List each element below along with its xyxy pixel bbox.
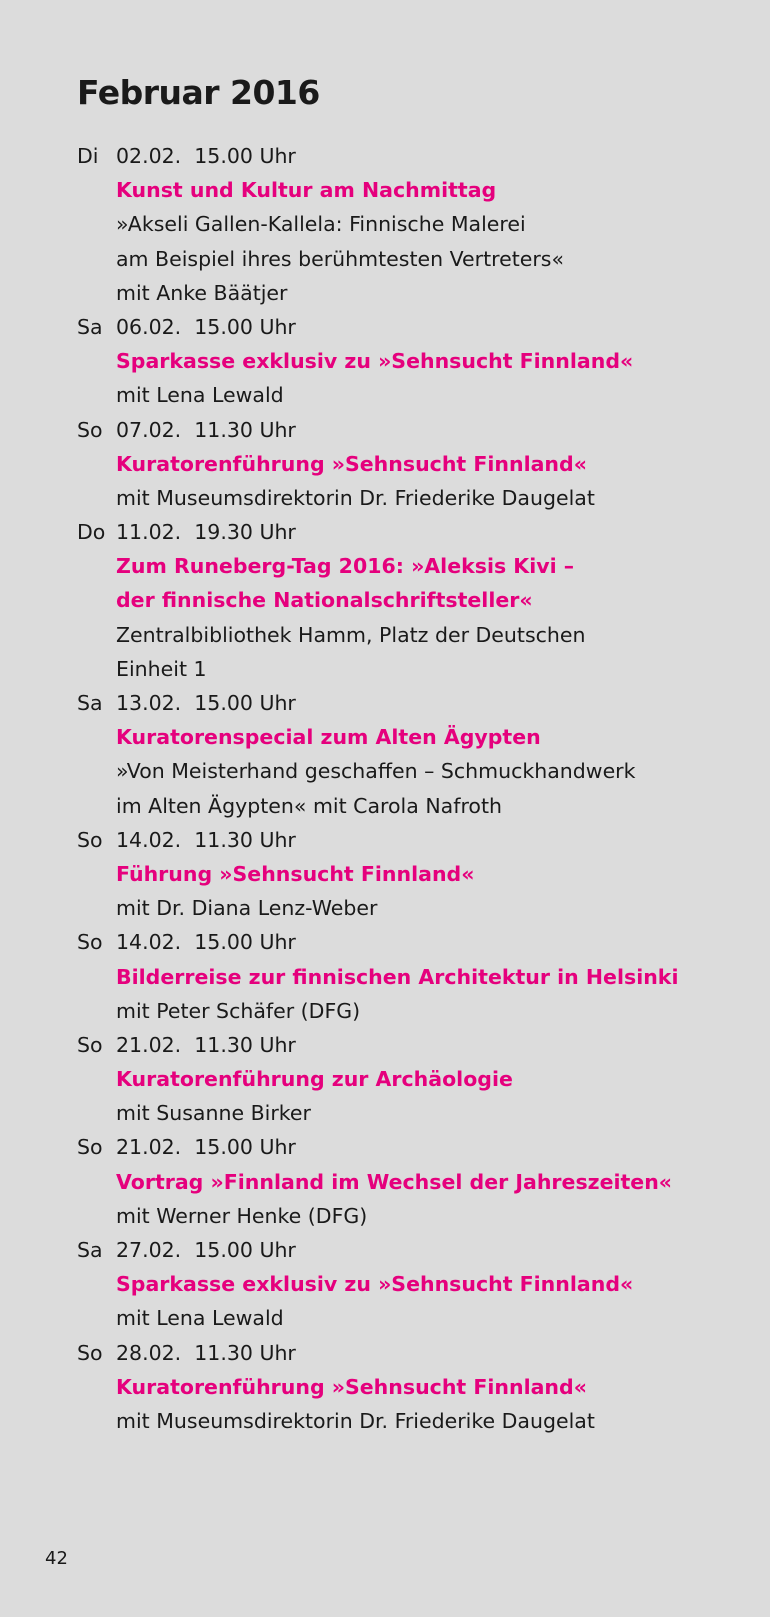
event-title: Kuratorenführung »Sehnsucht Finnland« [116,451,587,476]
event-weekday: Sa [77,314,103,339]
event-detail: mit Werner Henke (DFG) [116,1203,368,1228]
event-title: Bilderreise zur finnischen Architektur in Helsinki [116,964,679,989]
event-date-line [77,1028,757,1062]
event-title: Kuratorenspecial zum Alten Ägypten [116,725,541,750]
event-item [77,686,757,823]
event-datetime: 21.02. 11.30 Uhr [116,1032,296,1057]
event-datetime: 28.02. 11.30 Uhr [116,1340,296,1365]
event-title: Sparkasse exklusiv zu »Sehnsucht Finnland« [116,1272,634,1297]
event-weekday: So [77,1135,103,1160]
event-datetime: 14.02. 11.30 Uhr [116,827,296,852]
event-item [77,823,757,926]
event-date-line [77,515,757,549]
event-date-line [77,310,757,344]
event-title: Kunst und Kultur am Nachmittag [116,178,497,203]
event-datetime: 06.02. 15.00 Uhr [116,314,296,339]
event-weekday: Sa [77,691,103,715]
event-date-line [77,686,757,720]
event-item [77,1336,757,1439]
event-weekday: So [77,827,103,852]
event-datetime: 11.02. 19.30 Uhr [116,520,296,545]
event-item [77,1130,757,1233]
event-date-line [77,1336,757,1370]
event-detail: mit Susanne Birker [116,1101,311,1126]
event-detail: mit Museumsdirektorin Dr. Friederike Daugelat [116,485,595,510]
event-weekday: Sa [77,1238,103,1262]
event-title: Sparkasse exklusiv zu »Sehnsucht Finnland« [116,349,634,374]
event-detail: mit Peter Schäfer (DFG) [116,998,361,1023]
event-date-line [77,1130,757,1164]
event-datetime: 07.02. 11.30 Uhr [116,417,296,442]
event-detail: am Beispiel ihres berühmtesten Vertreters« [116,246,565,271]
event-title: der finnische Nationalschriftsteller« [116,588,533,613]
event-weekday: So [77,417,103,442]
event-detail: mit Museumsdirektorin Dr. Friederike Daugelat [116,1408,595,1433]
event-item [77,925,757,1028]
event-weekday: Di [77,144,99,168]
event-title: Kuratorenführung zur Archäologie [116,1067,513,1092]
event-detail: mit Anke Bäätjer [116,280,288,305]
event-datetime: 13.02. 15.00 Uhr [116,691,296,715]
event-item [77,1233,757,1336]
event-weekday: So [77,1340,103,1365]
event-title: Kuratorenführung »Sehnsucht Finnland« [116,1374,587,1399]
event-detail: »Von Meisterhand geschaffen – Schmuckhandwerk [116,759,636,784]
event-detail: im Alten Ägypten« mit Carola Nafroth [116,793,502,818]
event-weekday: Do [77,520,106,545]
page-title: Februar 2016 [77,73,320,112]
event-item [77,310,757,413]
event-date-line [77,823,757,857]
event-detail: mit Dr. Diana Lenz-Weber [116,896,378,921]
event-detail: Einheit 1 [116,656,207,681]
event-item [77,1028,757,1131]
event-detail: Zentralbibliothek Hamm, Platz der Deutschen [116,622,586,647]
event-detail: mit Lena Lewald [116,1306,284,1331]
event-date-line [77,413,757,447]
event-date-line [77,1233,757,1267]
event-detail: »Akseli Gallen-Kallela: Finnische Malerei [116,212,526,237]
event-item [77,515,757,686]
event-weekday: So [77,930,103,955]
event-datetime: 27.02. 15.00 Uhr [116,1238,296,1262]
event-date-line [77,139,757,173]
event-date-line [77,925,757,959]
event-item [77,413,757,516]
event-list [77,139,757,1438]
event-title: Zum Runeberg-Tag 2016: »Aleksis Kivi – [116,554,574,579]
event-datetime: 02.02. 15.00 Uhr [116,144,296,168]
event-datetime: 21.02. 15.00 Uhr [116,1135,296,1160]
event-title: Führung »Sehnsucht Finnland« [116,861,475,886]
event-weekday: So [77,1032,103,1057]
event-detail: mit Lena Lewald [116,383,284,408]
event-datetime: 14.02. 15.00 Uhr [116,930,296,955]
page-number: 42 [45,1548,68,1569]
event-item [77,139,757,310]
event-title: Vortrag »Finnland im Wechsel der Jahreszeiten« [116,1169,673,1194]
